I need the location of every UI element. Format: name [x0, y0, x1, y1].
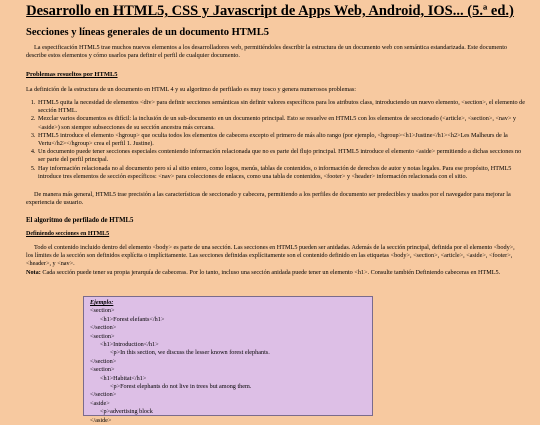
algorithm-paragraph: Todo el contenido incluido dentro del elemento <body> es parte de una sección. Las secciones en HTML5 pueden ser anidadas. Además de la sección principal, definida por el elemento <body>, los límites de la sección son definidos explícita o implícitamente. Las secciones definidas explícitamente son el contenido definido en las etiquetas <body>, <section>, <article>, <aside>, <footer>, <header>, y <nav>.: [26, 244, 515, 268]
list-item: 4. Un documento puede tener secciones especiales conteniendo información relacionada que no es parte del flujo principal. HTML5 introduce el elemento <aside> permitiendo a dichas secciones no ser parte del perfil principal.: [37, 148, 527, 164]
code-line: </aside>: [90, 416, 112, 424]
code-line: <section>: [90, 307, 115, 315]
list-item: 3. HTML5 introduce el elemento <hgroup> que oculta todos los elementos de cabecera excepto el primero de más alto rango (por ejemplo, <hgroup><h1>Justine</h1><h2>Les Malheurs de la Vertu</h2></hgroup> crea el perfil 1. Justine).: [37, 132, 527, 148]
algorithm-heading: El algoritmo de perfilado de HTML5: [26, 217, 134, 224]
problems-lead: La definición de la estructura de un documento en HTML 4 y su algoritmo de perfilado es muy tosco y genera numerosos problemas:: [26, 86, 357, 93]
note-label: Nota:: [26, 269, 41, 276]
note-paragraph: [26, 269, 516, 277]
algorithm-subheading: Definiendo secciones en HTML5: [26, 231, 110, 237]
list-item: 5. Hay información relacionada no al documento pero sí al sitio entero, como logos, menús, tablas de contenidos, o información de derechos de autor y notas legales. Para ese propósito, HTML5 introduce tres elementos de sección específicos: <nav> para colecciones de enlaces, como una tabla de contenidos, <footer> y <header> información relacionada con el sitio.: [37, 165, 527, 181]
page-title: Desarrollo en HTML5, CSS y Javascript de Apps Web, Android, IOS... (5.ª ed.): [26, 3, 514, 19]
section-heading: Secciones y líneas generales de un documento HTML5: [26, 27, 269, 38]
code-line: </section>: [90, 391, 117, 399]
code-line: <section>: [90, 366, 115, 374]
code-line: <aside>: [90, 399, 110, 407]
code-line: <p>advertising block: [100, 408, 153, 416]
note-text: Cada sección puede tener su propia jerarquía de cabeceras. Por lo tanto, incluso una sección anidada puede tener un elemento <h1>. Consulte también Definiendo cabeceras en HTML5.: [40, 269, 501, 276]
code-line: <p>In this section, we discuss the lesser known forest elephants.: [110, 349, 270, 357]
code-line: <h1>Forest elefants</h1>: [100, 315, 165, 323]
example-title: Ejemplo:: [90, 299, 114, 306]
code-line: <h1>Introduction</h1>: [100, 341, 159, 349]
code-line: <h1>Habitat</h1>: [100, 374, 147, 382]
intro-paragraph: La especificación HTML5 trae muchos nuevos elementos a los desarrolladores web, permitiéndoles describir la estructura de un documento web con semántica estandarizada. Este documento describe estos elementos y cómo usarlos para definir el perfil de cualquier documento.: [26, 44, 508, 60]
problems-closing: De manera más general, HTML5 trae precisión a las características de seccionado y cabecera, permitiendo a los perfiles de documento ser predecibles y usados por el navegador para mejorar la experiencia de usuario.: [26, 191, 511, 207]
code-line: <p>Forest elephants do not live in trees but among them.: [110, 383, 252, 391]
problems-list: [26, 99, 527, 181]
example-box: [83, 296, 373, 424]
list-item: 2. Mezclar varios documentos es difícil: la inclusión de un sub-documento en un documento principal. Esto se resuelve en HTML5 con los elementos de seccionado (<article>, <section>, <nav> y <aside>) son siempre subsecciones de su sección ancestra más cercana.: [37, 115, 527, 131]
code-line: </section>: [90, 357, 117, 365]
code-line: </section>: [90, 324, 117, 332]
code-line: <section>: [90, 332, 115, 340]
problems-heading: Problemas resueltos por HTML5: [26, 71, 118, 78]
list-item: 1. HTML5 quita la necesidad de elementos <div> para definir secciones semánticas sin definir valores específicos para los atributos class, introduciendo un nuevo elemento, <section>, el elemento de sección HTML.: [37, 99, 527, 115]
